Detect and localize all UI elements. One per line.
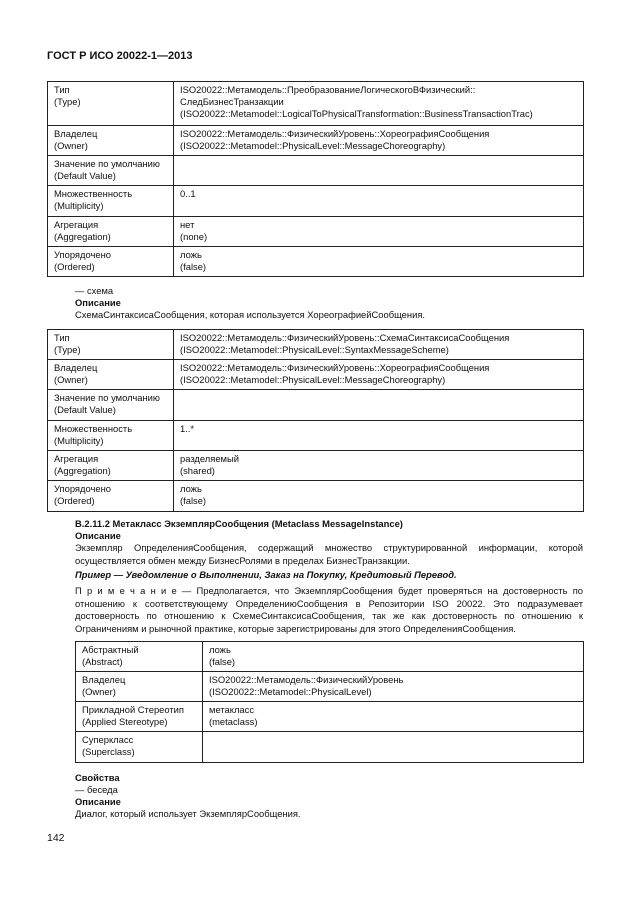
table-row [48,217,584,247]
page-number: 142 [47,832,65,844]
table-row [48,360,584,390]
row-label-en: (Type) [54,96,81,107]
row-value: нет [180,219,195,230]
section-2-heading-block [75,518,403,542]
note [75,585,583,635]
row-label: Значение по умолчанию [54,392,160,403]
row-label: Владелец [82,674,126,685]
row-value-cont: СледБизнесТранзакции [180,96,284,107]
description-text: СхемаСинтаксисаСообщения, которая используется ХореографиейСообщения. [75,309,425,320]
section-heading: B.2.11.2 Метакласс ЭкземплярСообщения (Metaclass MessageInstance) [75,518,403,529]
table-row [48,330,584,360]
row-value-en: (ISO20022::Metamodel::PhysicalLevel::MessageChoreography) [180,374,446,385]
table-row [76,642,584,672]
row-value: ISO20022::Метамодель::ФизическийУровень::СхемаСинтаксисаСообщения [180,332,510,343]
row-value-en: (ISO20022::Metamodel::PhysicalLevel::SyntaxMessageScheme) [180,344,449,355]
description-label: Описание [75,297,121,308]
description-label: Описание [75,796,121,807]
row-label: Упорядочено [54,249,111,260]
row-value: ISO20022::Метамодель::ФизическийУровень::ХореографияСообщения [180,128,490,139]
section-1 [75,285,425,321]
note-text: — Предполагается, что ЭкземплярСообщения будет проверяться на достоверность по отношению к соответствующему ОпределениюСообщения в Репозитории ISO 20022. Это подразумевает достоверность по отношению к СхемеСинтаксисаСообщения, так же как достоверность по отношению к Ограничениям и рыночной практике, которые зарегистрированы для этого ОпределенияСообщения. [75,585,583,634]
row-value: 1..* [180,423,195,434]
row-value-en: (metaclass) [209,716,258,727]
row-value-en: (ISO20022::Metamodel::PhysicalLevel::MessageChoreography) [180,140,446,151]
row-value-en: (false) [180,495,207,506]
row-label-en: (Default Value) [54,170,116,181]
properties-table-3 [75,641,584,763]
table-row [48,481,584,512]
row-label-en: (Owner) [54,140,88,151]
row-label: Суперкласс [82,734,134,745]
row-label: Значение по умолчанию [54,158,160,169]
row-label-en: (Owner) [54,374,88,385]
row-label-en: (Ordered) [54,261,95,272]
row-label-en: (Applied Stereotype) [82,716,168,727]
row-value: ложь [180,483,202,494]
example-text: Пример — Уведомление о Выполнении, Заказ на Покупку, Кредитовый Перевод. [75,569,457,580]
row-label: Множественность [54,423,133,434]
row-label-en: (Ordered) [54,495,95,506]
row-value-en: (none) [180,231,208,242]
table-row [48,186,584,217]
table-row [76,732,584,763]
properties-table-1 [47,81,584,277]
row-value-en: (ISO20022::Metamodel::PhysicalLevel) [209,686,372,697]
description-text: Диалог, который использует ЭкземплярСообщения. [75,808,301,819]
row-label: Прикладной Стереотип [82,704,184,715]
row-label-en: (Multiplicity) [54,200,104,211]
row-label-en: (Default Value) [54,404,116,415]
page-header: ГОСТ Р ИСО 20022-1—2013 [47,50,193,62]
table-row [48,126,584,156]
row-label: Владелец [54,128,98,139]
row-label: Агрегация [54,453,99,464]
row-label: Тип [54,84,70,95]
row-value: 0..1 [180,188,196,199]
row-label-en: (Aggregation) [54,465,111,476]
table-row [48,82,584,126]
row-label-en: (Aggregation) [54,231,111,242]
row-label: Упорядочено [54,483,111,494]
row-label: Множественность [54,188,133,199]
properties-label: Свойства [75,772,120,783]
row-value-en: (false) [209,656,236,667]
row-value-en: (shared) [180,465,215,476]
row-value: метакласс [209,704,255,715]
row-label: Владелец [54,362,98,373]
description-label: Описание [75,530,121,541]
table-row [48,156,584,186]
empty-cell [174,156,584,186]
row-label-en: (Superclass) [82,746,135,757]
row-label-en: (Owner) [82,686,116,697]
row-label: Тип [54,332,70,343]
property-item: — беседа [75,784,118,795]
row-label: Абстрактный [82,644,139,655]
row-label: Агрегация [54,219,99,230]
note-label: П р и м е ч а н и е [75,585,177,596]
row-value: ложь [180,249,202,260]
row-value: ISO20022::Метамодель::ПреобразованиеЛогическогоВФизический:: [180,84,476,95]
table-row [48,390,584,421]
empty-cell [203,732,584,763]
row-label-en: (Type) [54,344,81,355]
row-label-en: (Abstract) [82,656,123,667]
row-value: ISO20022::Метамодель::ФизическийУровень::ХореографияСообщения [180,362,490,373]
properties-table-2 [47,329,584,512]
row-value-en: (false) [180,261,207,272]
table-row [76,672,584,702]
row-value: ISO20022::Метамодель::ФизическийУровень [209,674,404,685]
row-value: ложь [209,644,231,655]
row-value: разделяемый [180,453,239,464]
row-label-en: (Multiplicity) [54,435,104,446]
table-row [76,702,584,732]
empty-cell [174,390,584,421]
row-value-en: (ISO20022::Metamodel::LogicalToPhysicalTransformation::BusinessTransactionTrac) [180,108,533,119]
table-row [48,421,584,451]
section-3 [75,772,301,820]
table-row [48,247,584,277]
property-item: — схема [75,285,114,296]
table-row [48,451,584,481]
description-text: Экземпляр ОпределенияСообщения, содержащий множество структурированной информации, которой осуществляется обмен между БизнесРолями в пределах БизнесТранзакции. [75,542,583,566]
